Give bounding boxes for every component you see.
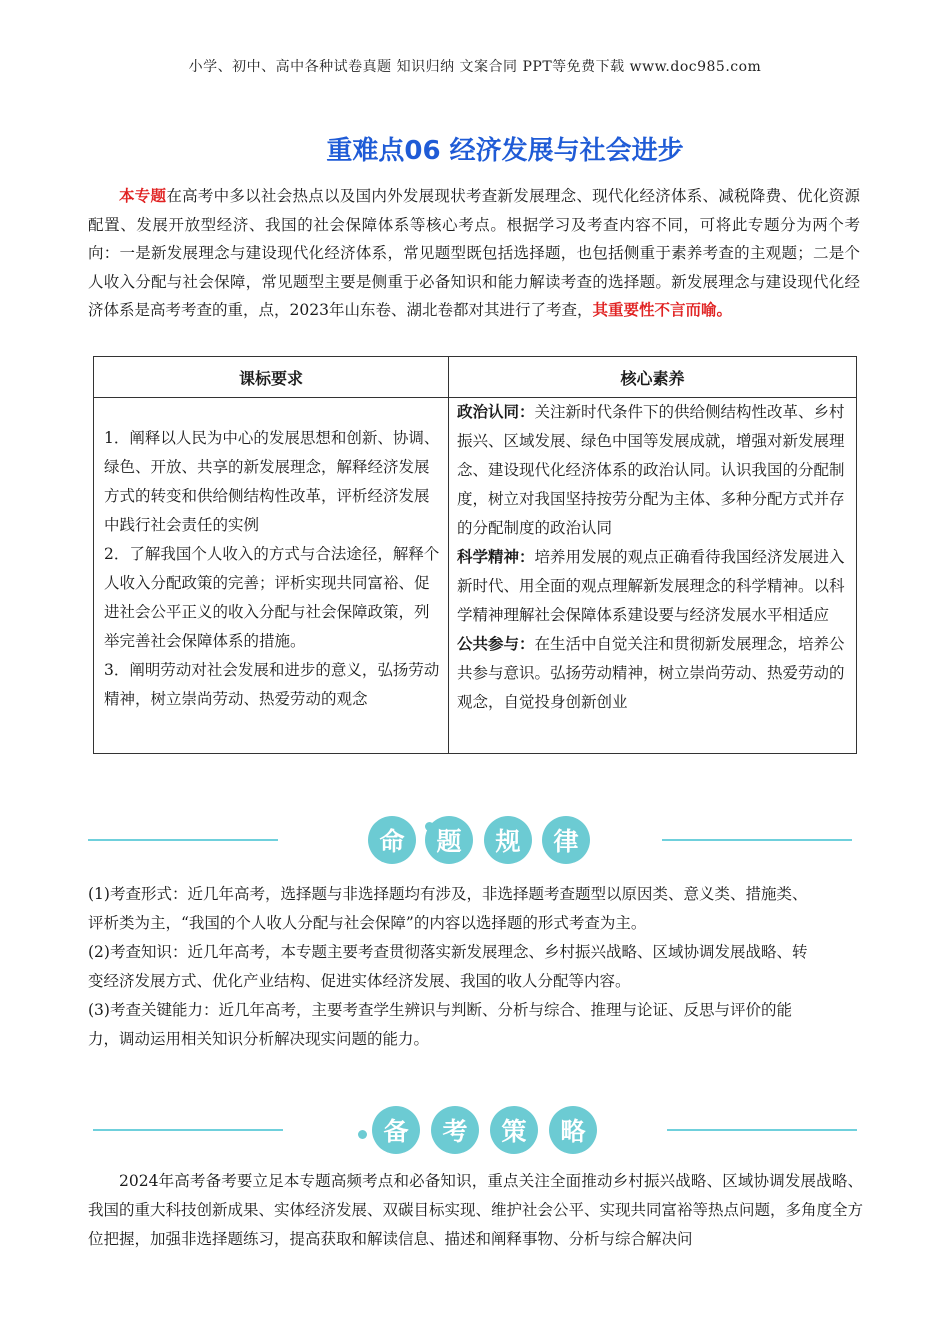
banner-char: 规	[484, 816, 532, 864]
literacy-label: 科学精神：	[457, 548, 535, 566]
intro-emphasis: 其重要性不言而喻。	[592, 300, 732, 320]
requirement-item: 2．了解我国个人收入的方式与合法途径，解释个人收入分配政策的完善；评析实现共同富裕、促进社会公平正义的收入分配与社会保障政策，列举完善社会保障体系的措施。	[104, 545, 440, 650]
banner-char: 策	[490, 1106, 538, 1154]
exam-rules-section	[88, 880, 808, 1054]
banner-char: 命	[368, 816, 416, 864]
requirement-item: 1．阐释以人民为中心的发展思想和创新、协调、绿色、开放、共享的新发展理念，解释经济发展方式的转变和供给侧结构性改革，评析经济发展中践行社会责任的实例	[104, 429, 440, 534]
requirements-table	[93, 356, 857, 754]
banner-divider-left	[93, 1129, 283, 1131]
intro-body: 在高考中多以社会热点以及国内外发展现状考查新发展理念、现代化经济体系、减税降费、优化资源配置、发展开放型经济、我国的社会保障体系等核心考点。根据学习及考查内容不同，可将此专题分为两个考向：一是新发展理念与建设现代化经济体系，常见题型既包括选择题，也包括侧重于素养考查的主观题；二是个人收入分配与社会保障，常见题型主要是侧重于必备知识和能力解读考查的选择题。新发展理念与建设现代化经济体系是高考考查的重，点，2023年山东卷、湖北卷都对其进行了考查，	[88, 187, 860, 320]
literacy-item	[457, 398, 848, 543]
section-banner-strategy	[0, 1100, 950, 1160]
literacy-label: 公共参与：	[457, 635, 535, 653]
banner-char: 律	[542, 816, 590, 864]
rule-item: (1)考查形式：近几年高考，选择题与非选择题均有涉及，非选择题考查题型以原因类、意义类、措施类、评析类为主，“我国的个人收人分配与社会保障”的内容以选择题的形式考查为主。	[88, 885, 808, 932]
literacy-item	[457, 543, 848, 630]
table-header-row	[94, 357, 857, 398]
banner-char: 考	[431, 1106, 479, 1154]
intro-lead: 本专题	[119, 186, 167, 205]
banner-char: 备	[372, 1106, 420, 1154]
literacy-text: 关注新时代条件下的供给侧结构性改革、乡村振兴、区域发展、绿色中国等发展成就，增强对新发展理念、建设现代化经济体系的政治认同。认识我国的分配制度，树立对我国坚持按劳分配为主体、多种分配方式并存的分配制度的政治认同	[457, 403, 845, 537]
col-header-requirements: 课标要求	[94, 357, 449, 398]
literacy-text: 在生活中自觉关注和贯彻新发展理念，培养公共参与意识。弘扬劳动精神，树立崇尚劳动、热爱劳动的观念，自觉投身创新创业	[457, 635, 845, 711]
literacy-label: 政治认同：	[457, 403, 535, 421]
site-header: 小学、初中、高中各种试卷真题 知识归纳 文案合同 PPT等免费下载 www.doc985.com	[188, 59, 762, 75]
table-row	[94, 398, 857, 754]
section-banner-exam-rules	[0, 810, 950, 870]
page-title: 重难点06 经济发展与社会进步	[326, 136, 684, 166]
rule-item: (3)考查关键能力：近几年高考，主要考查学生辨识与判断、分析与综合、推理与论证、反思与评价的能力，调动运用相关知识分析解决现实问题的能力。	[88, 1001, 792, 1048]
rule-item: (2)考查知识：近几年高考，本专题主要考查贯彻落实新发展理念、乡村振兴战略、区域协调发展战略、转变经济发展方式、优化产业结构、促进实体经济发展、我国的收人分配等内容。	[88, 943, 808, 990]
literacy-item	[457, 630, 848, 717]
banner-dot	[358, 1130, 367, 1139]
banner-divider-right	[662, 839, 852, 841]
banner-char: 题	[425, 816, 473, 864]
banner-divider-right	[667, 1129, 857, 1131]
requirements-cell	[94, 398, 449, 754]
requirement-item: 3．阐明劳动对社会发展和进步的意义，弘扬劳动精神，树立崇尚劳动、热爱劳动的观念	[104, 661, 440, 708]
banner-char: 略	[549, 1106, 597, 1154]
strategy-paragraph: 2024年高考备考要立足本专题高频考点和必备知识，重点关注全面推动乡村振兴战略、区域协调发展战略、我国的重大科技创新成果、实体经济发展、双碳目标实现、维护社会公平、实现共同富裕等热点问题，多角度全方位把握，加强非选择题练习，提高获取和解读信息、描述和阐释事物、分析与综合解决问	[88, 1172, 864, 1248]
col-header-literacy: 核心素养	[449, 357, 857, 398]
literacy-cell	[449, 398, 857, 754]
intro-paragraph	[88, 182, 860, 325]
literacy-text: 培养用发展的观点正确看待我国经济发展进入新时代、用全面的观点理解新发展理念的科学精神。以科学精神理解社会保障体系建设要与经济发展水平相适应	[457, 548, 845, 624]
banner-divider-left	[88, 839, 278, 841]
